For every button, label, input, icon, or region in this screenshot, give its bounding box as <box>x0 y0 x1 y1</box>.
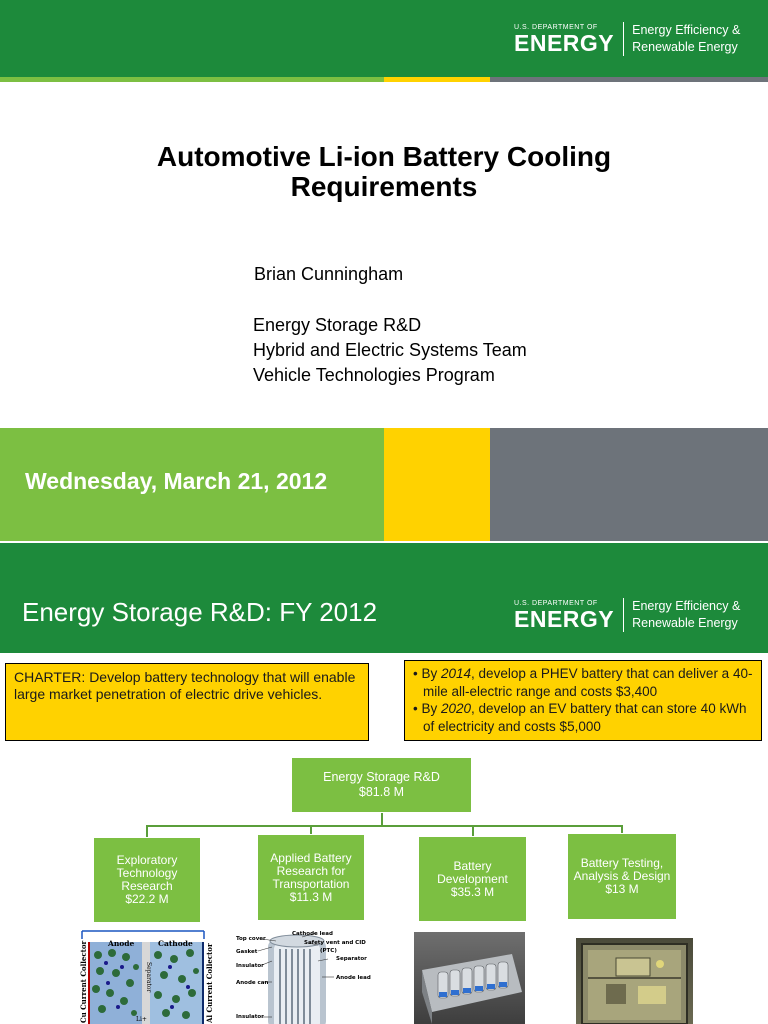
presenter-name: Brian Cunningham <box>254 264 404 284</box>
label-anode-can: Anode can <box>236 980 269 986</box>
org-child-testing <box>567 833 677 920</box>
org-child-label: Applied Battery Research for Transportation <box>270 850 352 891</box>
header-stripe-gray <box>490 77 768 82</box>
al-collector-label: Al Current Collector <box>205 943 214 1023</box>
label-separator: Separator <box>336 956 367 962</box>
doe-eere-logo-slide2 <box>514 598 740 632</box>
logo-divider <box>623 22 624 56</box>
battery-pack-photo <box>414 932 525 1024</box>
anode-label: Anode <box>108 939 135 948</box>
logo-eere-line2: Renewable Energy <box>632 616 738 630</box>
label-insulator-bottom: Insulator <box>236 1014 264 1020</box>
label-ptc: (PTC) <box>320 948 337 954</box>
charter-box <box>5 663 369 741</box>
label-anode-lead: Anode lead <box>336 975 371 981</box>
org-root-box <box>291 757 472 813</box>
org-line2: Hybrid and Electric Systems Team <box>253 340 527 360</box>
org-child-label: Battery Development <box>437 858 508 886</box>
cu-collector-label: Cu Current Collector <box>79 940 88 1023</box>
logo-department-text: U.S. DEPARTMENT OF <box>514 600 598 607</box>
doe-eere-logo <box>514 22 740 56</box>
logo-department-text: U.S. DEPARTMENT OF <box>514 24 598 31</box>
logo-eere-line2: Renewable Energy <box>632 40 738 54</box>
org-child-amount: $11.3 M <box>289 889 333 904</box>
logo-energy-text: ENERGY <box>514 30 615 56</box>
logo-divider <box>623 598 624 632</box>
li-ion-label: Li+ <box>136 1016 147 1023</box>
slide1-title-line1: Automotive Li-ion Battery Cooling <box>156 141 612 172</box>
presenter-org <box>253 313 527 388</box>
org-child-development <box>418 836 527 922</box>
org-child-amount: $13 M <box>605 882 639 896</box>
presentation-date: Wednesday, March 21, 2012 <box>25 468 328 494</box>
cylindrical-cell-svg <box>232 927 380 1024</box>
li-ion-cell-schematic <box>78 927 218 1024</box>
logo-energy-text: ENERGY <box>514 606 615 632</box>
cathode-label: Cathode <box>158 939 193 948</box>
header-stripe-yellow <box>384 77 490 82</box>
goal-year-2014: 2014 <box>441 666 472 681</box>
li-ion-cell-svg <box>78 927 218 1024</box>
slide2-title: Energy Storage R&D: FY 2012 <box>22 597 378 627</box>
charter-label: CHARTER <box>14 669 82 685</box>
org-child-exploratory <box>93 837 201 923</box>
separator-label: Separator <box>145 962 152 993</box>
org-child-label: Battery Testing, Analysis & Design <box>573 856 671 883</box>
org-child-amount: $35.3 M <box>450 884 495 899</box>
label-insulator-top: Insulator <box>236 963 264 969</box>
battery-pack-svg <box>414 932 525 1024</box>
slide1-title <box>0 142 768 202</box>
label-cathode-lead: Cathode lead <box>292 931 333 937</box>
org-root-label: Energy Storage R&D <box>323 770 440 784</box>
org-child-applied <box>257 834 365 921</box>
label-safety-vent: Safety vent and CID <box>304 940 366 946</box>
org-root-amount: $81.8 M <box>358 785 405 799</box>
date-band-yellow <box>384 428 490 541</box>
org-child-amount: $22.2 M <box>125 892 169 906</box>
slide1-title-line2: Requirements <box>290 171 478 202</box>
goal-bullet-2014: • By 2014, develop a PHEV battery that can deliver a 40-mile all-electric range and costs $3,400 <box>413 666 753 699</box>
org-line3: Vehicle Technologies Program <box>253 365 495 385</box>
org-line1: Energy Storage R&D <box>253 315 422 335</box>
cylindrical-cell-cutaway <box>232 927 380 1024</box>
label-gasket: Gasket <box>236 949 258 955</box>
label-top-cover: Top cover <box>236 936 266 942</box>
logo-eere-line1: Energy Efficiency & <box>632 599 741 613</box>
date-band-gray <box>490 428 768 541</box>
goals-box <box>404 660 762 741</box>
header-stripe-green <box>0 77 384 82</box>
org-connector-horizontal <box>146 825 623 827</box>
logo-eere-line1: Energy Efficiency & <box>632 23 741 37</box>
org-child-label: Exploratory Technology Research <box>116 853 178 893</box>
battery-test-chamber-photo <box>576 938 693 1024</box>
goal-bullet-2020: • By 2020, develop an EV battery that can store 40 kWh of electricity and costs $5,000 <box>413 701 747 734</box>
goal-year-2020: 2020 <box>441 701 472 716</box>
test-chamber-svg <box>576 938 693 1024</box>
charter-text: : Develop battery technology that will enable large market penetration of electric drive vehicles. <box>14 669 356 702</box>
